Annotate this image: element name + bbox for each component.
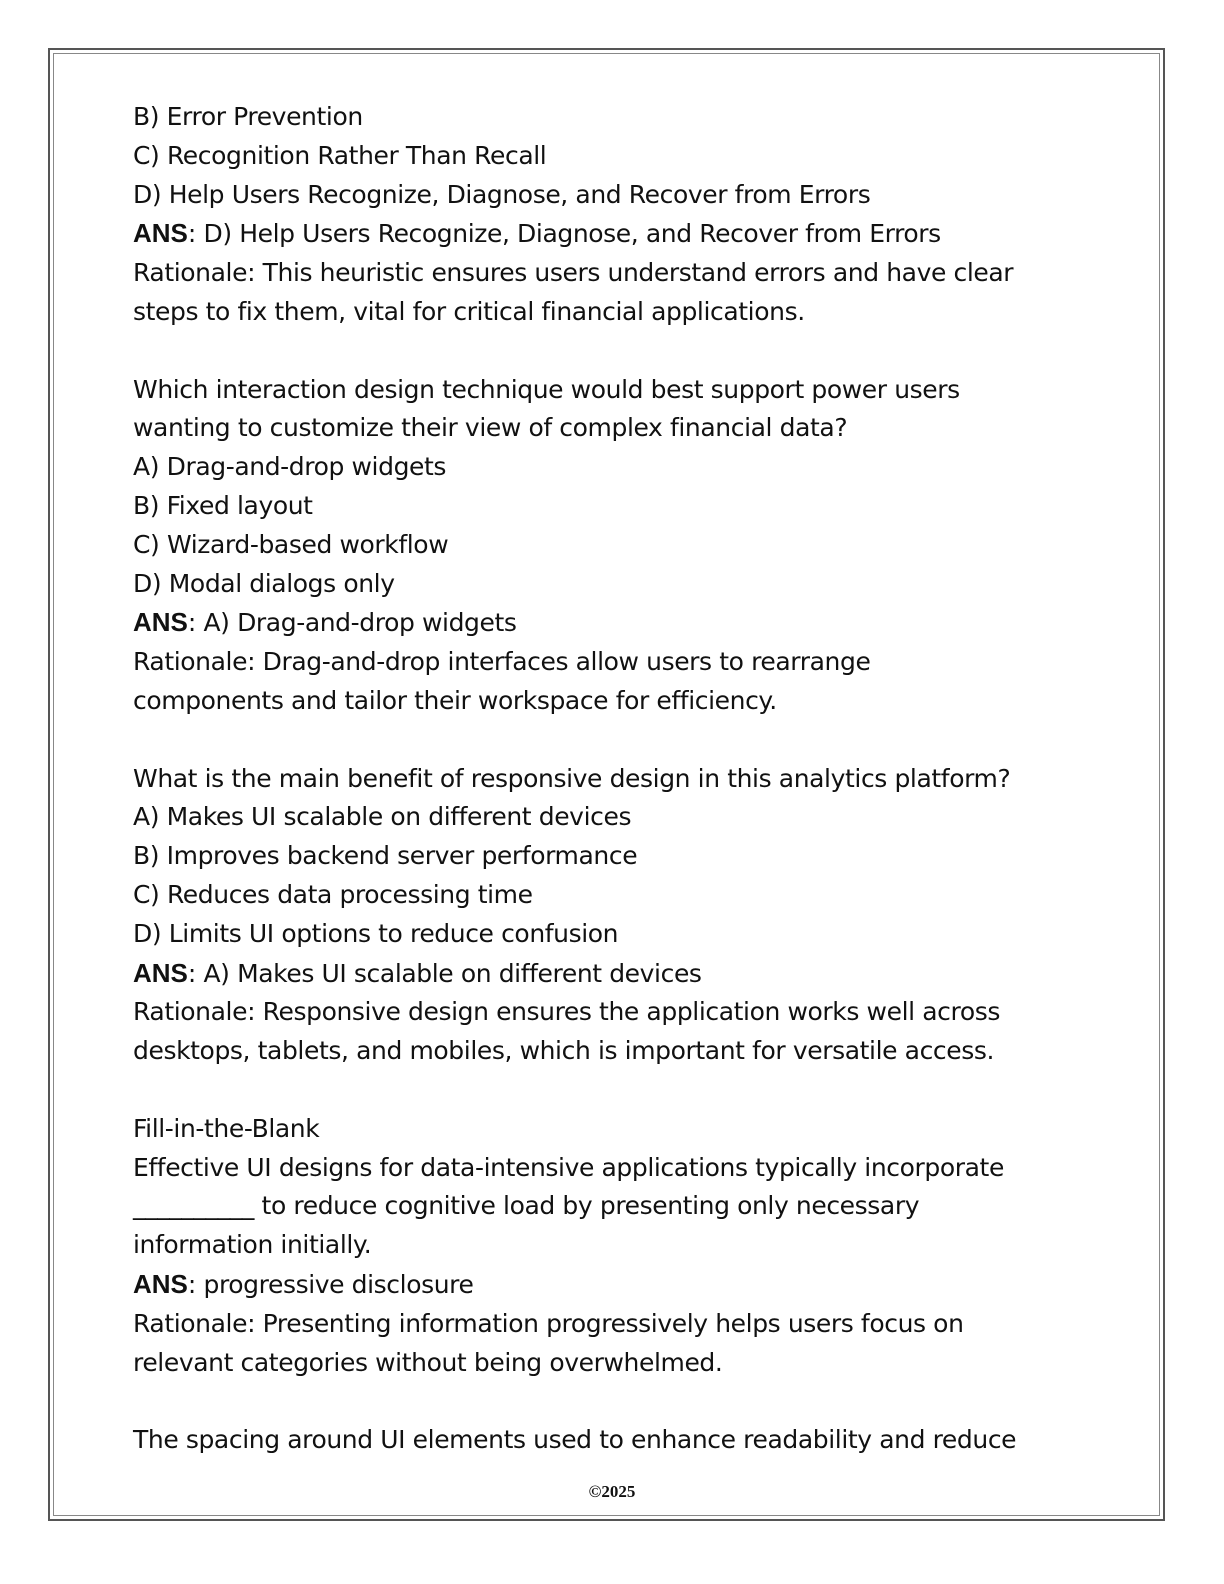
question-block	[133, 98, 1093, 332]
section-heading: Fill-in-the-Blank	[133, 1113, 320, 1143]
answer-label: ANS	[133, 607, 188, 638]
question-line: wanting to customize their view of complex financial data?	[133, 413, 848, 443]
option-line: D) Modal dialogs only	[133, 568, 395, 598]
answer-line	[133, 214, 1093, 254]
option-line: A) Makes UI scalable on different devices	[133, 802, 632, 832]
option-line: D) Limits UI options to reduce confusion	[133, 918, 619, 948]
rationale-line: relevant categories without being overwhelmed.	[133, 1347, 723, 1377]
answer-label: ANS	[133, 218, 188, 249]
question-line: The spacing around UI elements used to enhance readability and reduce	[133, 1425, 1017, 1455]
question-line: What is the main benefit of responsive design in this analytics platform?	[133, 763, 1011, 793]
spacer	[133, 1071, 1093, 1110]
option-line: A) Drag-and-drop widgets	[133, 452, 447, 482]
question-block	[133, 371, 1093, 721]
question-block	[133, 1421, 1093, 1460]
question-line: __________ to reduce cognitive load by presenting only necessary	[133, 1191, 920, 1221]
answer-text: : D) Help Users Recognize, Diagnose, and Recover from Errors	[187, 219, 941, 249]
rationale-line: Rationale: Presenting information progressively helps users focus on	[133, 1308, 964, 1338]
option-line: B) Fixed layout	[133, 490, 313, 520]
spacer	[133, 332, 1093, 371]
question-line: Which interaction design technique would best support power users	[133, 374, 960, 404]
rationale-line: components and tailor their workspace for efficiency.	[133, 685, 777, 715]
question-block	[133, 1110, 1093, 1383]
question-line: Effective UI designs for data-intensive applications typically incorporate	[133, 1152, 1004, 1182]
answer-text: : progressive disclosure	[187, 1269, 474, 1299]
option-line: D) Help Users Recognize, Diagnose, and Recover from Errors	[133, 179, 871, 209]
answer-line	[133, 1265, 1093, 1305]
option-line: B) Improves backend server performance	[133, 841, 638, 871]
option-line: C) Wizard-based workflow	[133, 529, 449, 559]
copyright-footer: ©2025	[588, 1482, 636, 1501]
rationale-line: steps to fix them, vital for critical financial applications.	[133, 296, 805, 326]
spacer	[133, 1382, 1093, 1421]
answer-text: : A) Makes UI scalable on different devices	[187, 958, 702, 988]
rationale-line: Rationale: Drag-and-drop interfaces allow users to rearrange	[133, 647, 871, 677]
rationale-line: Rationale: This heuristic ensures users understand errors and have clear	[133, 258, 1014, 288]
answer-text: : A) Drag-and-drop widgets	[187, 608, 517, 638]
option-line: B) Error Prevention	[133, 102, 363, 131]
option-line: C) Recognition Rather Than Recall	[133, 140, 547, 170]
rationale-line: Rationale: Responsive design ensures the application works well across	[133, 997, 1000, 1027]
answer-line	[133, 954, 1093, 994]
document-body	[133, 98, 1093, 1460]
option-line: C) Reduces data processing time	[133, 879, 533, 909]
answer-label: ANS	[133, 1268, 188, 1299]
answer-line	[133, 603, 1093, 643]
question-block	[133, 760, 1093, 1071]
rationale-line: desktops, tablets, and mobiles, which is important for versatile access.	[133, 1036, 995, 1066]
question-line: information initially.	[133, 1230, 372, 1260]
spacer	[133, 721, 1093, 760]
answer-label: ANS	[133, 957, 188, 988]
